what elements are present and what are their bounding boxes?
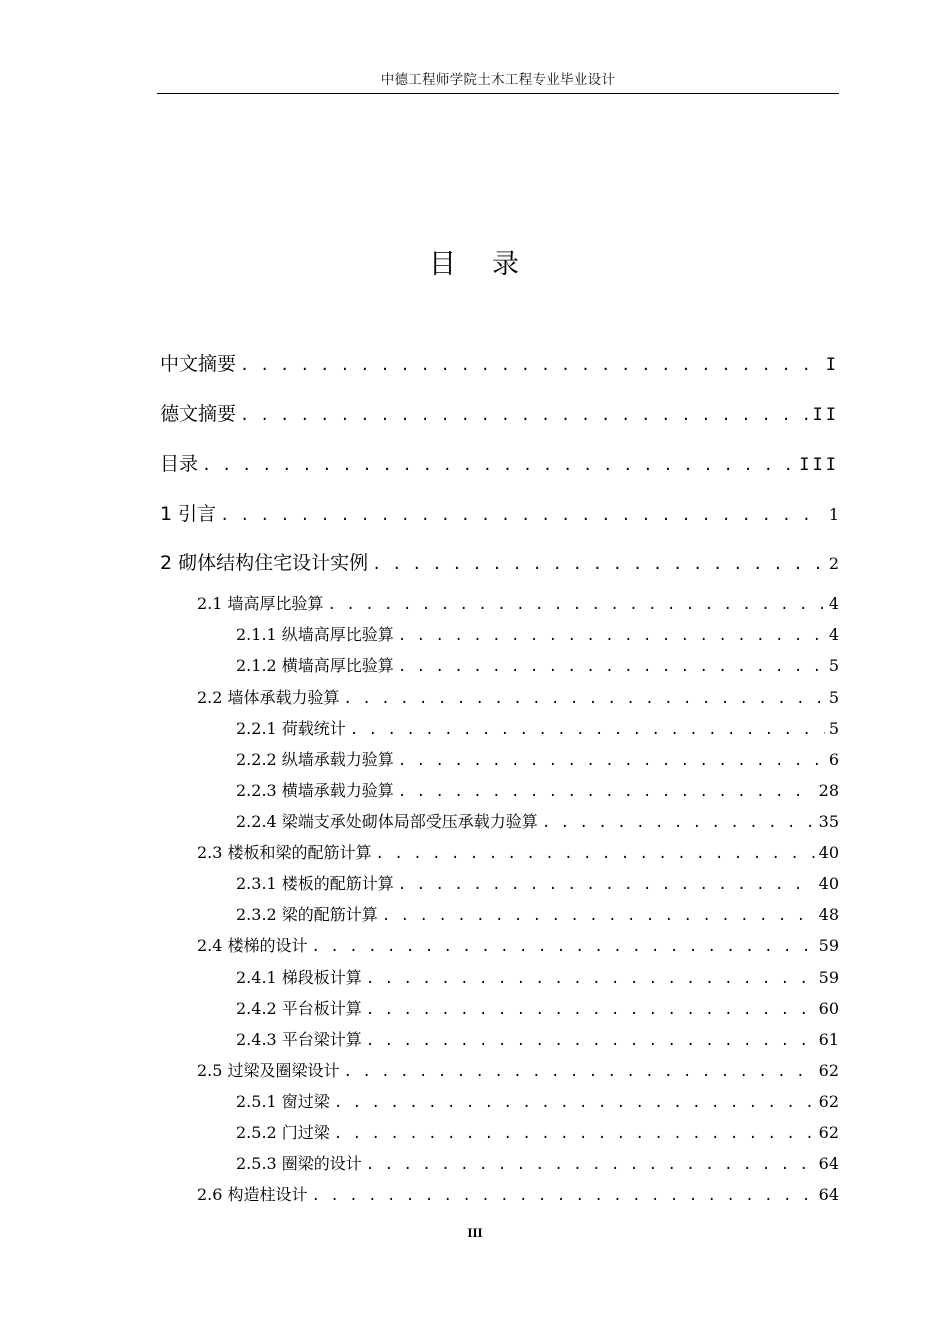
toc-entry-2-4-3[interactable] xyxy=(236,1027,839,1050)
toc-entry-label: 2 砌体结构住宅设计实例 xyxy=(160,552,369,574)
toc-entry-label: 2.2.4 梁端支承处砌体局部受压承载力验算 xyxy=(236,812,538,831)
title-char-1: 目 xyxy=(429,249,458,280)
toc-entry-label: 1 引言 xyxy=(160,503,217,525)
toc-entry-2-4-1[interactable] xyxy=(236,965,839,988)
dot-leader xyxy=(312,939,815,955)
toc-entry-label: 2.1.1 纵墙高厚比验算 xyxy=(236,625,394,644)
dot-leader xyxy=(312,1188,815,1204)
toc-entry-abstract-german[interactable] xyxy=(160,399,839,426)
dot-leader xyxy=(398,877,815,893)
toc-entry-page: 1 xyxy=(828,505,839,524)
toc-entry-chapter-1[interactable] xyxy=(160,499,839,526)
toc-entry-label: 2.2.1 荷载统计 xyxy=(236,719,346,738)
toc-entry-label: 2.4.3 平台梁计算 xyxy=(236,1030,362,1049)
toc-entry-page: 64 xyxy=(818,1154,839,1173)
toc-entry-label: 2.5.3 圈梁的设计 xyxy=(236,1154,362,1173)
toc-entry-2-2-1[interactable] xyxy=(236,716,839,739)
dot-leader xyxy=(366,1033,815,1049)
toc-entry-2-5[interactable] xyxy=(197,1058,839,1081)
toc-entry-2-2-4[interactable] xyxy=(236,809,839,832)
toc-entry-label: 2.5.2 门过梁 xyxy=(236,1123,330,1142)
toc-entry-label: 2.3 楼板和梁的配筋计算 xyxy=(197,843,372,862)
dot-leader xyxy=(542,815,815,831)
toc-entry-2-4[interactable] xyxy=(197,933,839,956)
toc-entry-page: 2 xyxy=(828,554,839,573)
toc-entry-label: 2.3.2 梁的配筋计算 xyxy=(236,905,378,924)
toc-entry-2-3[interactable] xyxy=(197,840,839,863)
toc-entry-2-2-3[interactable] xyxy=(236,778,839,801)
toc-entry-page: 40 xyxy=(818,874,839,893)
dot-leader xyxy=(334,1126,815,1142)
toc-entry-label: 2.5.1 窗过梁 xyxy=(236,1092,330,1111)
dot-leader xyxy=(328,597,825,613)
toc-entry-2-2-2[interactable] xyxy=(236,747,839,770)
page-title xyxy=(0,242,950,281)
toc-entry-chapter-2[interactable] xyxy=(160,548,839,575)
dot-leader xyxy=(382,908,815,924)
dot-leader xyxy=(366,1002,815,1018)
toc-entry-page: 35 xyxy=(818,812,839,831)
dot-leader xyxy=(398,753,825,769)
dot-leader xyxy=(220,506,825,524)
toc-entry-page: 4 xyxy=(828,594,839,613)
toc-entry-2-1-1[interactable] xyxy=(236,622,839,645)
toc-entry-page: 60 xyxy=(818,999,839,1018)
toc-entry-label: 2.1.2 横墙高厚比验算 xyxy=(236,656,394,675)
dot-leader xyxy=(240,356,822,374)
toc-entry-page: 64 xyxy=(818,1185,839,1204)
toc-entry-page: 5 xyxy=(828,656,839,675)
toc-entry-page: 40 xyxy=(818,843,839,862)
toc-entry-label: 2.3.1 楼板的配筋计算 xyxy=(236,874,394,893)
toc-entry-label: 2.2.3 横墙承载力验算 xyxy=(236,781,394,800)
running-header: 中德工程师学院土木工程专业毕业设计 xyxy=(380,72,616,88)
toc-entry-page: 62 xyxy=(818,1123,839,1142)
toc-entry-abstract-chinese[interactable] xyxy=(160,349,839,376)
toc-entry-page: 4 xyxy=(828,625,839,644)
toc-entry-2-3-2[interactable] xyxy=(236,902,839,925)
toc-entry-2-6[interactable] xyxy=(197,1182,839,1205)
toc-entry-label: 2.1 墙高厚比验算 xyxy=(197,594,324,613)
toc-entry-label: 2.4.2 平台板计算 xyxy=(236,999,362,1018)
toc-entry-page: 5 xyxy=(828,688,839,707)
header-rule xyxy=(157,93,839,94)
dot-leader xyxy=(202,456,795,474)
toc-entry-label: 2.6 构造柱设计 xyxy=(197,1185,308,1204)
toc-entry-2-2[interactable] xyxy=(197,685,839,708)
toc-entry-page: 62 xyxy=(818,1061,839,1080)
title-char-2: 录 xyxy=(492,249,521,280)
toc-entry-contents[interactable] xyxy=(160,449,839,476)
toc-entry-page: 48 xyxy=(818,905,839,924)
toc-entry-page: III xyxy=(799,455,839,475)
dot-leader xyxy=(240,406,809,424)
toc-entry-page: 6 xyxy=(828,750,839,769)
toc-entry-page: 62 xyxy=(818,1092,839,1111)
dot-leader xyxy=(398,659,825,675)
dot-leader xyxy=(398,784,815,800)
toc-entry-page: II xyxy=(812,405,839,425)
dot-leader xyxy=(372,555,825,573)
dot-leader xyxy=(398,628,825,644)
toc-entry-2-3-1[interactable] xyxy=(236,871,839,894)
toc-entry-page: I xyxy=(825,355,839,375)
page-number: III xyxy=(467,1225,483,1240)
dot-leader xyxy=(344,1064,815,1080)
toc-entry-page: 59 xyxy=(818,968,839,987)
toc-entry-2-5-3[interactable] xyxy=(236,1151,839,1174)
toc-entry-page: 59 xyxy=(818,936,839,955)
toc-entry-2-5-2[interactable] xyxy=(236,1120,839,1143)
dot-leader xyxy=(350,722,825,738)
dot-leader xyxy=(344,691,825,707)
dot-leader xyxy=(366,1157,815,1173)
toc-entry-label: 2.2 墙体承载力验算 xyxy=(197,688,340,707)
dot-leader xyxy=(366,971,815,987)
toc-entry-page: 5 xyxy=(828,719,839,738)
toc-entry-label: 2.4.1 梯段板计算 xyxy=(236,968,362,987)
toc-entry-label: 德文摘要 xyxy=(160,403,237,425)
toc-entry-page: 28 xyxy=(818,781,839,800)
toc-entry-label: 中文摘要 xyxy=(160,353,237,375)
toc-entry-label: 目录 xyxy=(160,453,199,475)
toc-entry-page: 61 xyxy=(818,1030,839,1049)
toc-entry-2-1-2[interactable] xyxy=(236,653,839,676)
toc-entry-label: 2.5 过梁及圈梁设计 xyxy=(197,1061,340,1080)
toc-entry-2-5-1[interactable] xyxy=(236,1089,839,1112)
dot-leader xyxy=(376,846,815,862)
toc-entry-label: 2.2.2 纵墙承载力验算 xyxy=(236,750,394,769)
dot-leader xyxy=(334,1095,815,1111)
toc-entry-label: 2.4 楼梯的设计 xyxy=(197,936,308,955)
toc-entry-2-1[interactable] xyxy=(197,591,839,614)
toc-entry-2-4-2[interactable] xyxy=(236,996,839,1019)
